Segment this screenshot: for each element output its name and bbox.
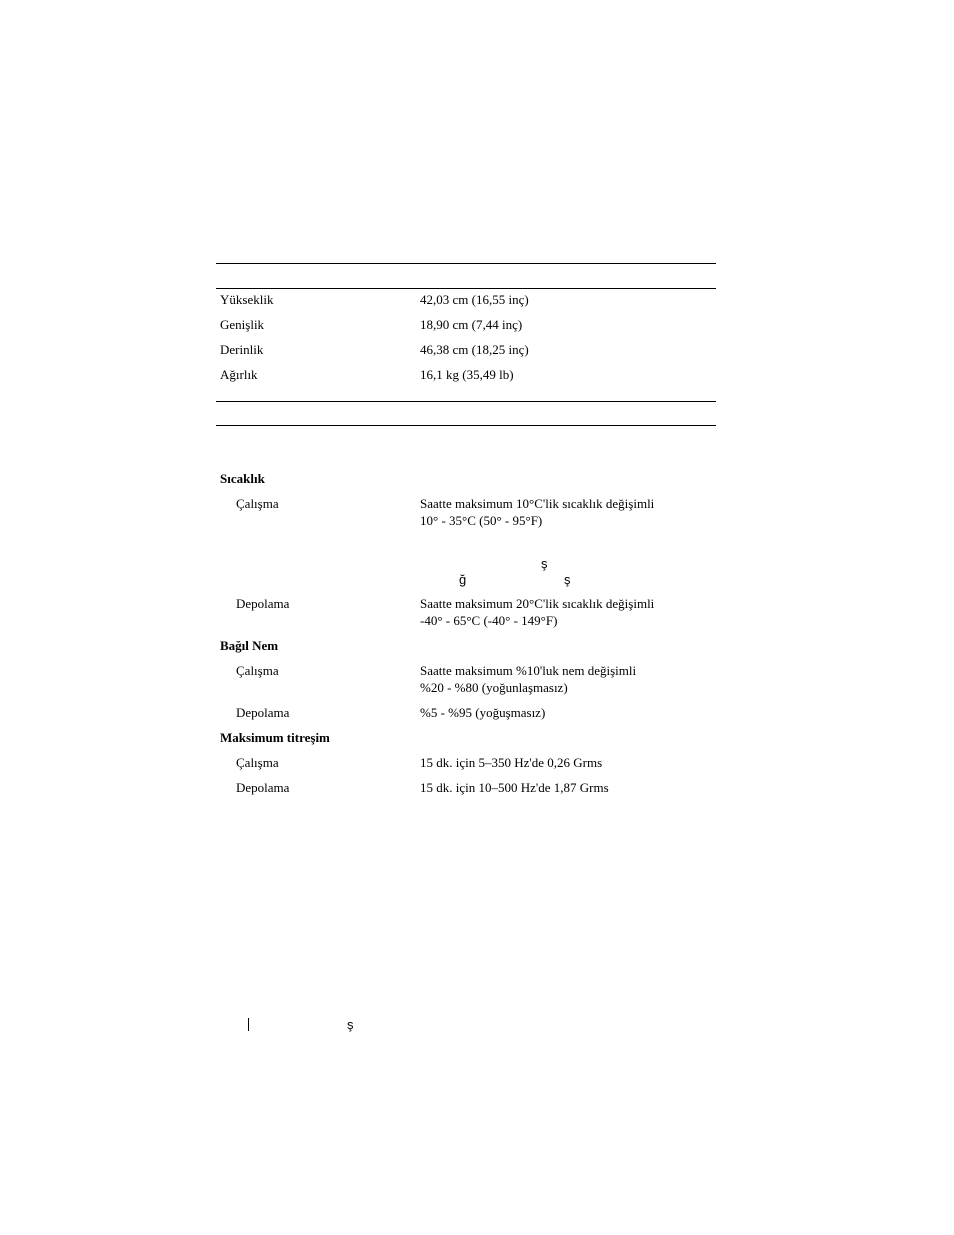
table-bottom-rule <box>216 401 716 402</box>
temperature-operating-line2: 10° - 35°C (50° - 95°F) <box>420 513 543 528</box>
temperature-storage-line2: -40° - 65°C (-40° - 149°F) <box>420 613 558 628</box>
temperature-storage-label: Depolama <box>236 596 290 611</box>
footer-fragment: ş <box>347 1017 354 1032</box>
temperature-storage-line1: Saatte maksimum 20°C'lik sıcaklık değişimli <box>420 596 655 611</box>
temperature-fragment-1: ş <box>541 556 548 571</box>
dim-label-height: Yükseklik <box>220 292 274 307</box>
dim-value-depth: 46,38 cm (18,25 inç) <box>420 342 529 357</box>
humidity-operating-label: Çalışma <box>236 663 279 678</box>
vibration-heading: Maksimum titreşim <box>220 730 330 745</box>
temperature-heading: Sıcaklık <box>220 471 265 486</box>
temperature-operating-label: Çalışma <box>236 496 279 511</box>
vibration-storage-label: Depolama <box>236 780 290 795</box>
table-header-rule <box>216 288 716 289</box>
vibration-operating-value: 15 dk. için 5–350 Hz'de 0,26 Grms <box>420 755 603 770</box>
table-top-rule <box>216 263 716 264</box>
dim-value-height: 42,03 cm (16,55 inç) <box>420 292 529 307</box>
humidity-storage-value: %5 - %95 (yoğuşmasız) <box>420 705 546 720</box>
humidity-operating-line1: Saatte maksimum %10'luk nem değişimli <box>420 663 637 678</box>
env-top-rule <box>216 425 716 426</box>
footer-page-separator <box>248 1018 249 1031</box>
vibration-operating-label: Çalışma <box>236 755 279 770</box>
temperature-operating-line1: Saatte maksimum 10°C'lik sıcaklık değişimli <box>420 496 655 511</box>
dim-label-depth: Derinlik <box>220 342 264 357</box>
humidity-heading: Bağıl Nem <box>220 638 279 653</box>
vibration-storage-value: 15 dk. için 10–500 Hz'de 1,87 Grms <box>420 780 609 795</box>
dim-label-weight: Ağırlık <box>220 367 258 382</box>
dim-value-width: 18,90 cm (7,44 inç) <box>420 317 523 332</box>
temperature-fragment-3: ş <box>564 572 571 587</box>
temperature-fragment-2: ğ <box>459 572 467 587</box>
humidity-operating-line2: %20 - %80 (yoğunlaşmasız) <box>420 680 568 695</box>
humidity-storage-label: Depolama <box>236 705 290 720</box>
dim-label-width: Genişlik <box>220 317 265 332</box>
dim-value-weight: 16,1 kg (35,49 lb) <box>420 367 514 382</box>
